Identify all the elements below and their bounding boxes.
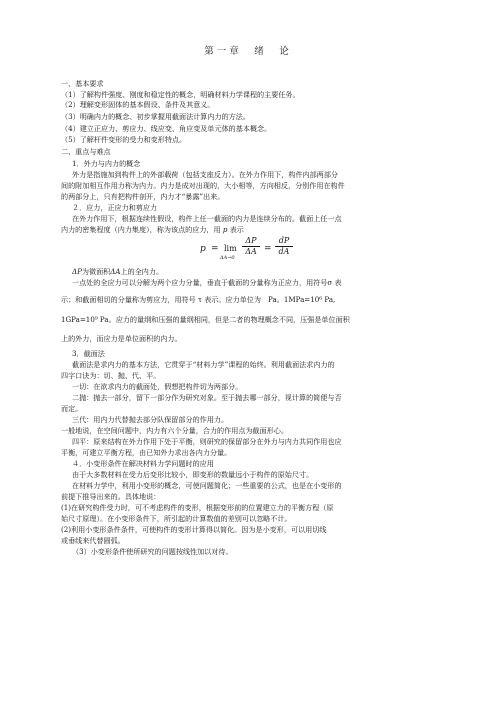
paragraph-line: 在外力作用下，根据连续性假设，构件上任一截面的内力是连续分布的。截面上任一点 [72, 214, 342, 223]
formula-limit: lim [224, 244, 237, 253]
paragraph-line: 一点处的全应力可以分解为两个应力分量，垂直于截面的分量称为正应力，用符号σ 表 [72, 278, 342, 287]
symbol-delta-p: ΔP [72, 267, 82, 276]
paragraph-line: 平衡，可建立平衡方程，由已知外力求出各内力分量。 [61, 448, 232, 457]
text-span: 为微面积 [81, 267, 111, 276]
paragraph-line: 而定。 [61, 404, 83, 413]
paragraph-line: 二抛：抛去一部分，留下一部分作为研究对象。至于抛去哪一部分，视计算的简便与否 [72, 393, 342, 402]
fraction-numerator: dP [275, 236, 293, 247]
paragraph-line: 的两部分上，只有把构件剖开，内力才“暴露”出来。 [61, 192, 225, 201]
formula-lhs: p [200, 244, 206, 254]
paragraph-line: (1)在研究构件受力时，可不考虑构件的变形，根据变形前的位置建立力的平衡方程（原 [61, 503, 334, 512]
requirement-item-1: （1）了解构件强度、刚度和稳定性的概念，明确材料力学课程的主要任务。 [61, 90, 300, 99]
chapter-title: 第一章 绪 论 [204, 46, 292, 57]
requirement-item-2: （2）理解变形固体的基本假设、条件及其意义。 [61, 100, 215, 109]
formula-fraction-derivative [275, 236, 293, 257]
paragraph-line: (2)利用小变形条件条件，可使构件的变形计算得以简化。因为是小变形，可以用切线 [61, 525, 327, 534]
fraction-denominator: dA [278, 247, 290, 256]
paragraph-line: 由于大多数材料在受力后变形比较小，即变形的数量远小于构件的原始尺寸。 [72, 470, 314, 479]
section-heading-requirements: 一、基本要求 [61, 79, 104, 88]
paragraph-line: 间的附加相互作用力称为内力。内力是成对出现的，大小相等，方向相反，分别作用在构件 [61, 181, 345, 190]
formula-fraction-delta [242, 236, 260, 257]
paragraph-line: 一切：在欲求内力的截面处，假想把构件切为两部分。 [72, 382, 243, 391]
section-heading-key-points: 二、重点与难点 [61, 147, 111, 156]
subsection-title-1: 1．外力与内力的概念 [72, 159, 141, 168]
paragraph-line: 示；和截面相切的分量称为剪应力，用符号 τ 表示。应力单位为 Pa。1MPa=10⁶ Pa, [61, 295, 336, 304]
paragraph-line: 一般地说，在空间问题中，内力有六个分量，合力的作用点为截面形心。 [61, 426, 288, 435]
subsection-title-2: ２．应力，正应力和剪应力 [72, 203, 158, 212]
paragraph-line: 或垂线来代替圆弧。 [61, 536, 125, 545]
paragraph-line: 上的外力，而应力是单位面积的内力。 [61, 334, 182, 343]
symbol-p: p [222, 225, 228, 234]
paragraph-line: 四平：原来结构在外力作用下处于平衡，则研究的保留部分在外力与内力共同作用也应 [72, 437, 342, 446]
subsection-title-3: 3．截面法 [72, 349, 105, 358]
fraction-denominator: ΔA [245, 247, 257, 256]
formula-limit-subscript: ΔA→0 [220, 255, 235, 261]
paragraph-line: （3）小变形条件使所研究的问题按线性加以对待。 [72, 547, 233, 556]
paragraph-line: 四字口诀为：切、抛、代、平。 [61, 371, 161, 380]
paragraph-line: 三代：用内力代替抛去部分队保留部分的作用力。 [72, 415, 229, 424]
text-span: 内力的密集程度（内力集度），称为该点的应力，用 [61, 225, 221, 234]
paragraph-line [61, 225, 445, 235]
symbol-delta-a: ΔA [110, 267, 121, 276]
paragraph-line: 外力是指施加到构件上的外部载荷（包括支座反力）。在外力作用下，构件内部两部分 [72, 170, 339, 179]
formula-equals: = [264, 244, 272, 254]
fraction-numerator: ΔP [242, 236, 260, 247]
paragraph-line: 前提下推导出来的。具体地说： [61, 492, 161, 501]
paragraph-line [72, 267, 445, 277]
text-span: 表示 [229, 225, 244, 234]
stress-formula [200, 236, 340, 264]
requirement-item-3: （3）明确内力的概念、初步掌握用截面法计算内力的方法。 [61, 112, 250, 121]
formula-equals: = [211, 244, 219, 254]
paragraph-line: 截面法是求内力的基本方法，它贯穿于“材料力学”课程的始终。利用截面法求内力的 [72, 360, 335, 369]
paragraph-line: 1GPa=10⁹ Pa。应力的量纲和压强的量纲相同，但是二者的物理概念不同，压强是单位面积 [61, 315, 350, 324]
requirement-item-5: （5）了解杆件变形的受力和变形特点。 [61, 135, 187, 144]
requirement-item-4: （4）建立正应力、剪应力、线应变、角应变及单元体的基本概念。 [61, 124, 272, 133]
text-span: 上的全内力。 [120, 267, 164, 276]
paragraph-line: 始尺寸原理）。在小变形条件下，所引起的计算数值的差别可以忽略不计。 [61, 514, 292, 523]
paragraph-line: 在材料力学中，利用小变形的概念，可使问题简化；一些重要的公式，也是在小变形的 [72, 481, 342, 490]
subsection-title-4: ４．小变形条件在解决材料力学问题时的应用 [72, 459, 214, 468]
